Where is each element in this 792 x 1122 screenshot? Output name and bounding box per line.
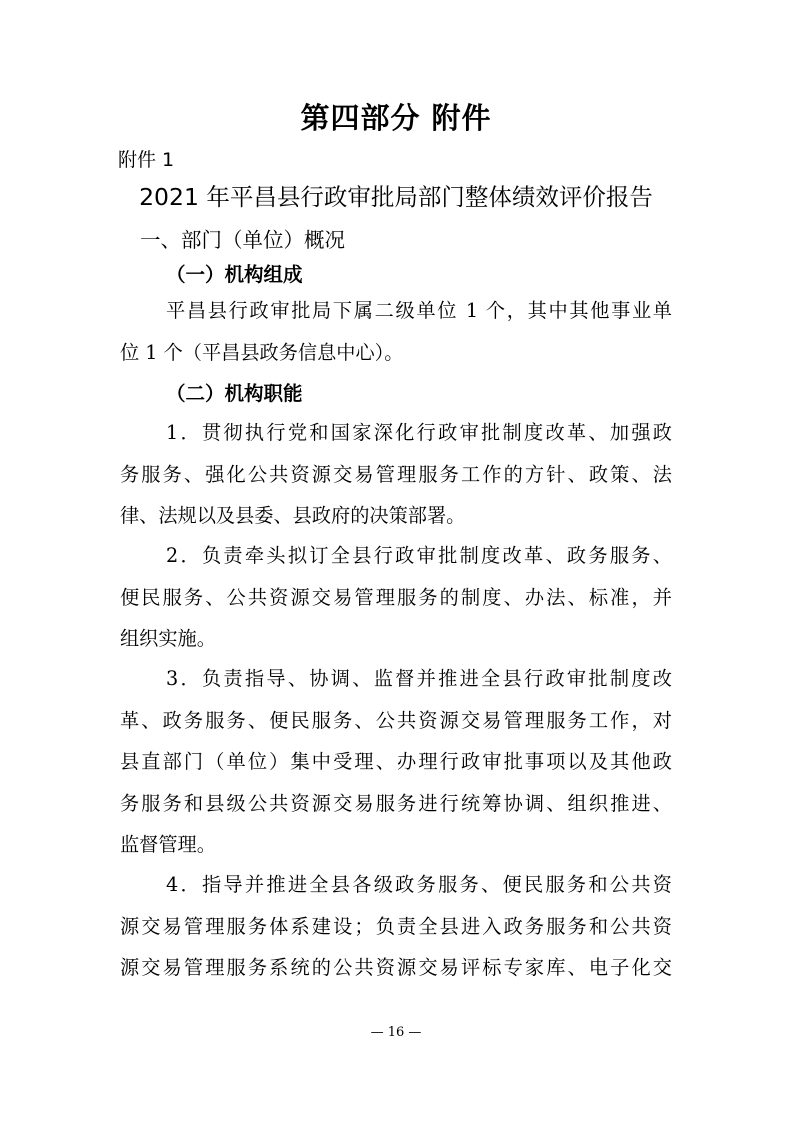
paragraph-line: 律、法规以及县委、县政府的决策部署。 [120, 504, 466, 527]
paragraph-line: 革、政务服务、便民服务、公共资源交易管理服务工作，对 [120, 709, 672, 732]
subsection-heading-organization: （一）机构组成 [166, 263, 303, 286]
paragraph-line: 源交易管理服务系统的公共资源交易评标专家库、电子化交 [120, 956, 672, 979]
paragraph-line: 组织实施。 [120, 627, 216, 650]
paragraph-line: 1．贯彻执行党和国家深化行政审批制度改革、加强政 [166, 421, 672, 444]
paragraph-line: 3．负责指导、协调、监督并推进全县行政审批制度改 [166, 667, 672, 690]
paragraph-line: 监督管理。 [120, 833, 216, 856]
section-heading-overview: 一、部门（单位）概况 [140, 228, 345, 252]
paragraph-line: 2．负责牵头拟订全县行政审批制度改革、政务服务、 [166, 544, 672, 567]
paragraph-line: 平昌县行政审批局下属二级单位 1 个，其中其他事业单 [166, 299, 672, 322]
part-title: 第四部分 附件 [300, 101, 492, 135]
annex-label: 附件 1 [118, 149, 175, 171]
paragraph-line: 便民服务、公共资源交易管理服务的制度、办法、标准，并 [120, 586, 672, 609]
paragraph-line: 源交易管理服务体系建设；负责全县进入政务服务和公共资 [120, 915, 672, 938]
paragraph-line: 县直部门（单位）集中受理、办理行政审批事项以及其他政 [120, 750, 672, 773]
paragraph-line: 务服务、强化公共资源交易管理服务工作的方针、政策、法 [120, 463, 672, 486]
report-title: 2021 年平昌县行政审批局部门整体绩效评价报告 [139, 183, 653, 211]
page-number: — 16 — [370, 1025, 422, 1040]
paragraph-line: 位 1 个（平昌县政务信息中心）。 [120, 341, 404, 364]
subsection-heading-functions: （二）机构职能 [166, 382, 303, 405]
paragraph-line: 4．指导并推进全县各级政务服务、便民服务和公共资 [166, 873, 672, 896]
paragraph-line: 务服务和县级公共资源交易服务进行统筹协调、组织推进、 [120, 792, 672, 815]
